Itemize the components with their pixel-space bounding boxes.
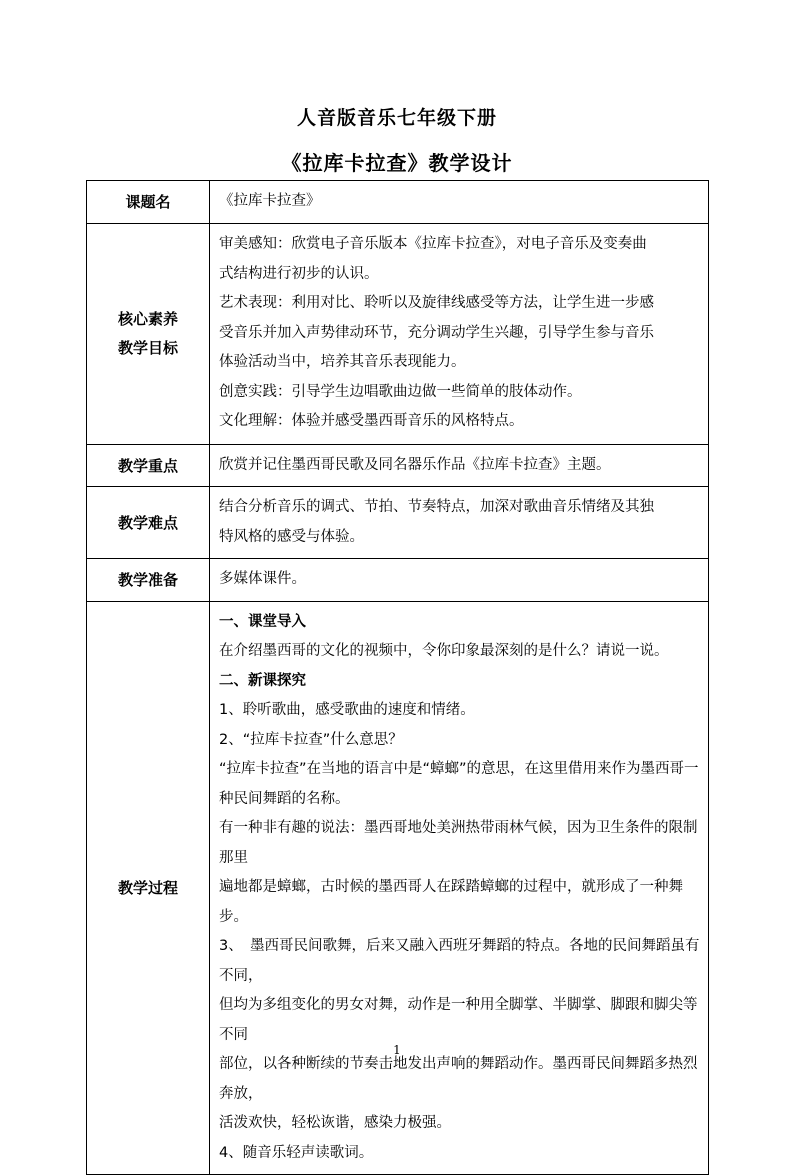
topic-value: 《拉库卡拉查》 bbox=[210, 181, 709, 224]
table-row-preparation bbox=[87, 559, 709, 602]
goals-label bbox=[87, 223, 210, 444]
process-line: 3、 墨西哥民间歌舞，后来又融入西班牙舞蹈的特点。各地的民间舞蹈虽有不同， bbox=[219, 938, 700, 984]
preparation-label: 教学准备 bbox=[87, 559, 210, 602]
goals-line: 文化理解：体验并感受墨西哥音乐的风格特点。 bbox=[219, 413, 524, 430]
process-line: 1、聆听歌曲，感受歌曲的速度和情绪。 bbox=[219, 702, 475, 718]
lesson-plan-table bbox=[86, 180, 709, 1175]
goals-label-line1: 核心素养 bbox=[117, 309, 178, 328]
topic-label: 课题名 bbox=[87, 181, 210, 224]
process-line: 种民间舞蹈的名称。 bbox=[219, 790, 350, 807]
goals-line: 审美感知：欣赏电子音乐版本《拉库卡拉查》，对电子音乐及变奏曲 bbox=[219, 236, 647, 253]
difficulties-label: 教学难点 bbox=[87, 487, 210, 559]
goals-line: 创意实践：引导学生边唱歌曲边做一些简单的肢体动作。 bbox=[219, 383, 582, 400]
goals-label-line2: 教学目标 bbox=[117, 338, 178, 357]
table-row-process bbox=[87, 601, 709, 1175]
key-points-value: 欣赏并记住墨西哥民歌及同名器乐作品《拉库卡拉查》主题。 bbox=[210, 444, 709, 487]
document-subtitle: 《拉库卡拉查》教学设计 bbox=[281, 151, 513, 175]
goals-line: 受音乐并加入声势律动环节，充分调动学生兴趣，引导学生参与音乐 bbox=[219, 324, 654, 341]
page-number: 1 bbox=[393, 1043, 401, 1057]
goals-line: 式结构进行初步的认识。 bbox=[219, 265, 379, 282]
table-row-topic bbox=[87, 181, 709, 224]
preparation-value: 多媒体课件。 bbox=[210, 559, 709, 602]
key-points-label: 教学重点 bbox=[87, 444, 210, 487]
difficulties-line: 特风格的感受与体验。 bbox=[219, 528, 364, 545]
process-line: 活泼欢快，轻松诙谐，感染力极强。 bbox=[219, 1115, 451, 1131]
goals-line: 体验活动当中，培养其音乐表现能力。 bbox=[219, 354, 466, 371]
process-label: 教学过程 bbox=[87, 601, 210, 1175]
goals-line: 艺术表现：利用对比、聆听以及旋律线感受等方法，让学生进一步感 bbox=[219, 295, 654, 312]
table-row-key-points bbox=[87, 444, 709, 487]
process-line: 有一种非有趣的说法：墨西哥地处美洲热带雨林气候，因为卫生条件的限制那里 bbox=[219, 820, 698, 866]
process-line: 2、“拉库卡拉查”什么意思？ bbox=[219, 731, 403, 748]
goals-content bbox=[210, 223, 709, 444]
process-heading: 二、新课探究 bbox=[219, 672, 306, 689]
process-line: 部位，以各种断续的节奏击地发出声响的舞蹈动作。墨西哥民间舞蹈多热烈奔放， bbox=[219, 1056, 698, 1102]
table-row-goals bbox=[87, 223, 709, 444]
table-row-difficulties bbox=[87, 487, 709, 559]
process-heading: 一、课堂导入 bbox=[219, 613, 306, 630]
process-line: 遍地都是蟑螂，古时候的墨西哥人在踩踏蟑螂的过程中，就形成了一种舞步。 bbox=[219, 879, 683, 925]
process-line: 但均为多组变化的男女对舞，动作是一种用全脚掌、半脚掌、脚跟和脚尖等不同 bbox=[219, 997, 698, 1043]
process-line: 4、随音乐轻声读歌词。 bbox=[219, 1144, 374, 1161]
difficulties-content bbox=[210, 487, 709, 559]
process-line: 在介绍墨西哥的文化的视频中，令你印象最深刻的是什么？请说一说。 bbox=[219, 643, 669, 659]
difficulties-line: 结合分析音乐的调式、节拍、节奏特点，加深对歌曲音乐情绪及其独 bbox=[219, 499, 654, 515]
document-title: 人音版音乐七年级下册 bbox=[296, 107, 497, 129]
process-line: “拉库卡拉查”在当地的语言中是“蟑螂”的意思，在这里借用来作为墨西哥一 bbox=[219, 761, 699, 777]
process-content bbox=[210, 601, 709, 1175]
